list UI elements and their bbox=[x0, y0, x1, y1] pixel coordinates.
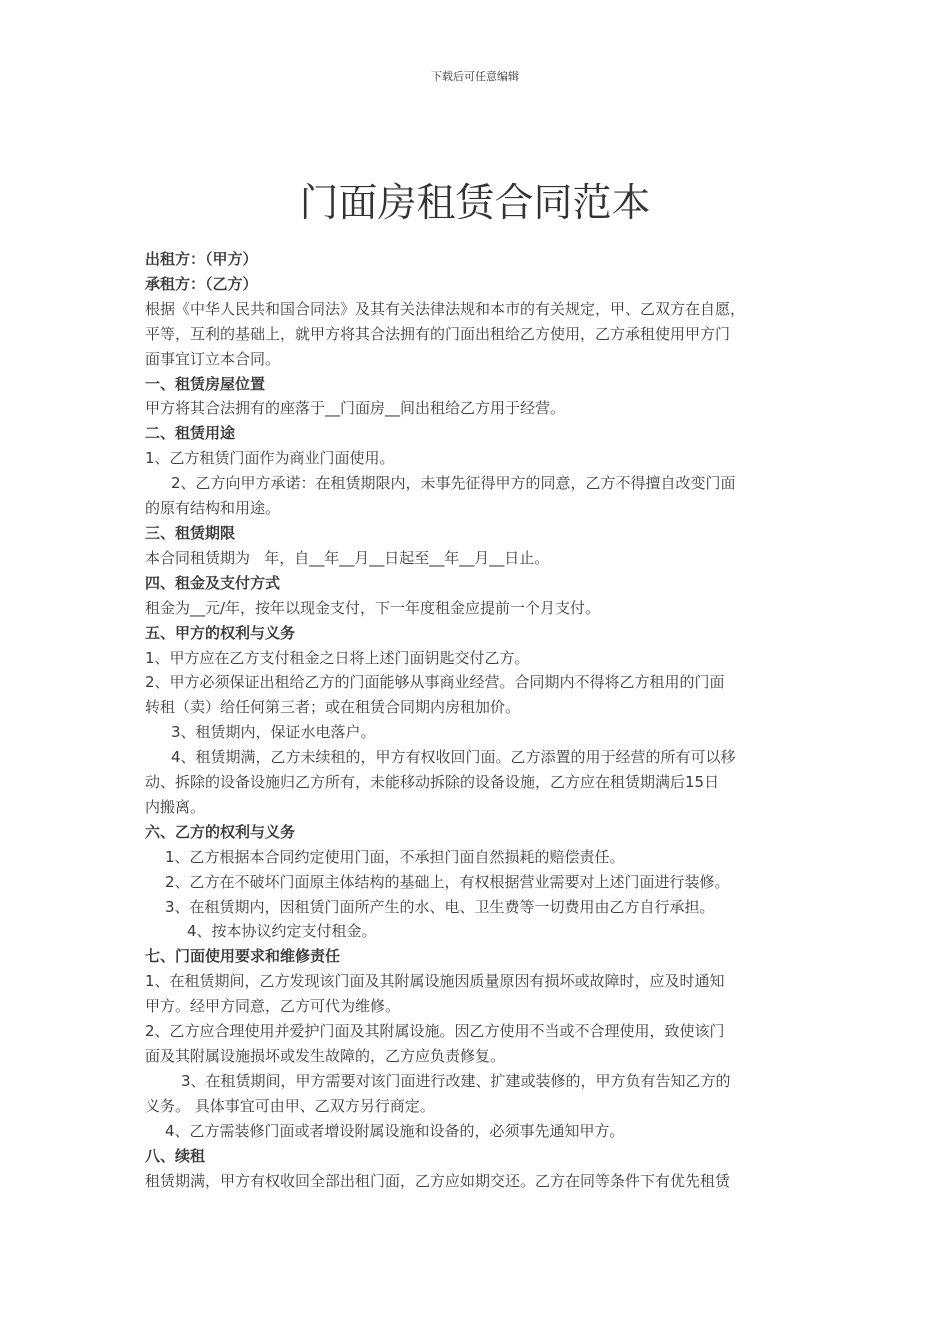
section-heading: 二、租赁用途 bbox=[145, 424, 236, 443]
body-line: 4、按本协议约定支付租金。 bbox=[187, 922, 377, 941]
body-line: 义务。 具体事宜可由甲、乙双方另行商定。 bbox=[145, 1096, 435, 1115]
document-title: 门面房租赁合同范本 bbox=[299, 181, 651, 226]
body-line: 甲方。经甲方同意，乙方可代为维修。 bbox=[145, 997, 401, 1016]
body-line: 3、租赁期内，保证水电落户。 bbox=[171, 723, 376, 742]
body-line: 租赁期满，甲方有权收回全部出租门面，乙方应如期交还。乙方在同等条件下有优先租赁 bbox=[145, 1171, 731, 1190]
body-line: 1、乙方根据本合同约定使用门面，不承担门面自然损耗的赔偿责任。 bbox=[165, 847, 625, 866]
body-line: 3、在租赁期内，因租赁门面所产生的水、电、卫生费等一切费用由乙方自行承担。 bbox=[165, 897, 715, 916]
body-line: 转租（卖）给任何第三者；或在租赁合同期内房租加价。 bbox=[145, 698, 521, 717]
body-line: 动、拆除的设备设施归乙方所有，未能移动拆除的设备设施，乙方应在租赁期满后15日 bbox=[145, 773, 720, 792]
section-heading: 六、乙方的权利与义务 bbox=[145, 822, 296, 841]
section-heading: 四、租金及支付方式 bbox=[145, 573, 281, 592]
body-line: 面及其附属设施损坏或发生故障的，乙方应负责修复。 bbox=[145, 1047, 506, 1065]
body-line: 本合同租赁期为 年，自__年__月__日起至__年__月__日止。 bbox=[145, 548, 550, 567]
section-heading: 五、甲方的权利与义务 bbox=[145, 623, 296, 642]
header-note: 下载后可任意编辑 bbox=[431, 70, 519, 83]
body-line: 2、甲方必须保证出租给乙方的门面能够从事商业经营。合同期内不得将乙方租用的门面 bbox=[145, 673, 725, 692]
section-heading: 三、租赁期限 bbox=[145, 523, 236, 542]
body-line: 的原有结构和用途。 bbox=[145, 499, 281, 518]
body-line: 内搬离。 bbox=[145, 797, 206, 816]
body-line: 3、在租赁期间，甲方需要对该门面进行改建、扩建或装修的，甲方负有告知乙方的 bbox=[181, 1071, 731, 1090]
section-heading: 承租方：（乙方） bbox=[145, 274, 258, 293]
body-line: 租金为__元/年，按年以现金支付，下一年度租金应提前一个月支付。 bbox=[145, 598, 601, 617]
section-heading: 一、租赁房屋位置 bbox=[145, 374, 266, 393]
body-line: 2、乙方在不破坏门面原主体结构的基础上，有权根据营业需要对上述门面进行装修。 bbox=[165, 872, 730, 891]
body-line: 1、甲方应在乙方支付租金之日将上述门面钥匙交付乙方。 bbox=[145, 648, 530, 667]
body-line: 4、乙方需装修门面或者增设附属设施和设备的，必须事先通知甲方。 bbox=[165, 1121, 625, 1140]
body-line: 2、乙方向甲方承诺：在租赁期限内，未事先征得甲方的同意，乙方不得擅自改变门面 bbox=[171, 474, 736, 493]
body-line: 1、在租赁期间，乙方发现该门面及其附属设施因质量原因有损坏或故障时，应及时通知 bbox=[145, 972, 725, 991]
body-line: 1、乙方租赁门面作为商业门面使用。 bbox=[145, 449, 395, 468]
section-heading: 七、门面使用要求和维修责任 bbox=[145, 947, 341, 966]
section-heading: 八、续租 bbox=[145, 1146, 206, 1165]
body-line: 根据《中华人民共和国合同法》及其有关法律法规和本市的有关规定，甲、乙双方在自愿， bbox=[145, 299, 746, 318]
body-line: 平等，互利的基础上，就甲方将其合法拥有的门面出租给乙方使用，乙方承租使用甲方门 bbox=[145, 324, 731, 343]
body-line: 4、租赁期满，乙方未续租的，甲方有权收回门面。乙方添置的用于经营的所有可以移 bbox=[171, 748, 736, 767]
body-line: 2、乙方应合理使用并爱护门面及其附属设施。因乙方使用不当或不合理使用，致使该门 bbox=[145, 1022, 725, 1041]
body-line: 面事宜订立本合同。 bbox=[145, 349, 281, 368]
section-heading: 出租方：（甲方） bbox=[145, 250, 258, 268]
document-body bbox=[145, 247, 810, 1193]
body-line: 甲方将其合法拥有的座落于__门面房__间出租给乙方用于经营。 bbox=[145, 399, 566, 418]
